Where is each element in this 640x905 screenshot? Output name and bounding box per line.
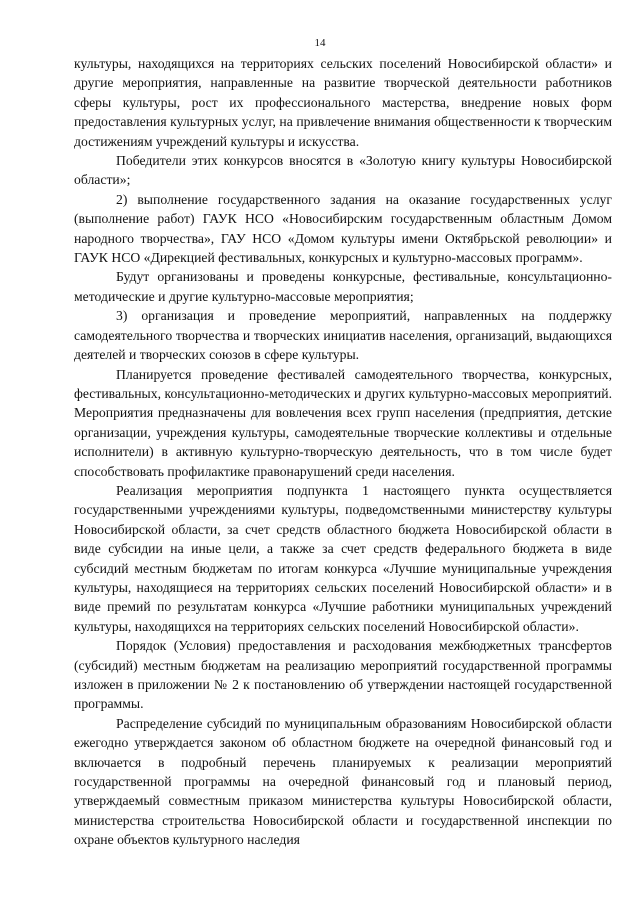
paragraph-subsidy-procedure: Порядок (Условия) предоставления и расходования межбюджетных трансфертов (субсидий) местным бюджетам на реализацию мероприятий государственной программы изложен в приложении № 2 к постановлению об утверждении настоящей государственной программы. bbox=[74, 638, 612, 712]
paragraph-festivals-planned: Планируется проведение фестивалей самодеятельного творчества, конкурсных, фестивальных, консультационно-методических и других культурно-массовых мероприятий. Мероприятия предназначены для вовлечения всех групп населения (предприятия, детские организации, учреждения культуры, самодеятельные творческие коллективы и отдельные исполнители) в активную культурно-творческую деятельность, что в том числе будет способствовать профилактике правонарушений среди населения. bbox=[74, 366, 612, 479]
document-body bbox=[74, 54, 612, 850]
paragraph-continuation: культуры, находящихся на территориях сельских поселений Новосибирской области» и другие мероприятия, направленные на развитие творческой деятельности работников сферы культуры, рост их профессионального мастерства, внедрение новых форм предоставления культурных услуг, на привлечение внимания общественности к творческим достижениям учреждений культуры и искусства. bbox=[74, 56, 612, 149]
paragraph-golden-book: Победители этих конкурсов вносятся в «Золотую книгу культуры Новосибирской области»; bbox=[74, 153, 612, 188]
paragraph-implementation: Реализация мероприятия подпункта 1 настоящего пункта осуществляется государственными учреждениями культуры, подведомственными министерству культуры Новосибирской области, за счет средств областного бюджета Новосибирской области в виде субсидии на иные цели, а также за счет средств федерального бюджета в виде субсидий местным бюджетам по итогам конкурса «Лучшие муниципальные учреждения культуры, находящиеся на территориях сельских поселений Новосибирской области» и в виде премий по результатам конкурса «Лучшие работники муниципальных учреждений культуры, находящихся на территориях сельских поселений Новосибирской области». bbox=[74, 482, 612, 634]
paragraph-item-3: 3) организация и проведение мероприятий, направленных на поддержку самодеятельного творчества и творческих инициатив населения, организаций, выдающихся деятелей и творческих союзов в сфере культуры. bbox=[74, 308, 612, 363]
paragraph-item-2: 2) выполнение государственного задания на оказание государственных услуг (выполнение работ) ГАУК НСО «Новосибирским государственным областным Домом народного творчества», ГАУ НСО «Домом культуры имени Октябрьской революции» и ГАУК НСО «Дирекцией фестивальных, конкурсных и культурно-массовых программ». bbox=[74, 191, 612, 266]
page-number: 14 bbox=[314, 37, 326, 49]
paragraph-subsidy-distribution: Распределение субсидий по муниципальным образованиям Новосибирской области ежегодно утверждается законом об областном бюджете на очередной финансовый год и включается в подробный перечень планируемых к реализации мероприятий государственной программы на очередной финансовый год и плановый период, утверждаемый совместным приказом министерства культуры Новосибирской области, министерства строительства Новосибирской области и государственной инспекции по охране объектов культурного наследия bbox=[74, 715, 612, 848]
paragraph-events-organized: Будут организованы и проведены конкурсные, фестивальные, консультационно-методические и другие культурно-массовые мероприятия; bbox=[74, 269, 612, 304]
